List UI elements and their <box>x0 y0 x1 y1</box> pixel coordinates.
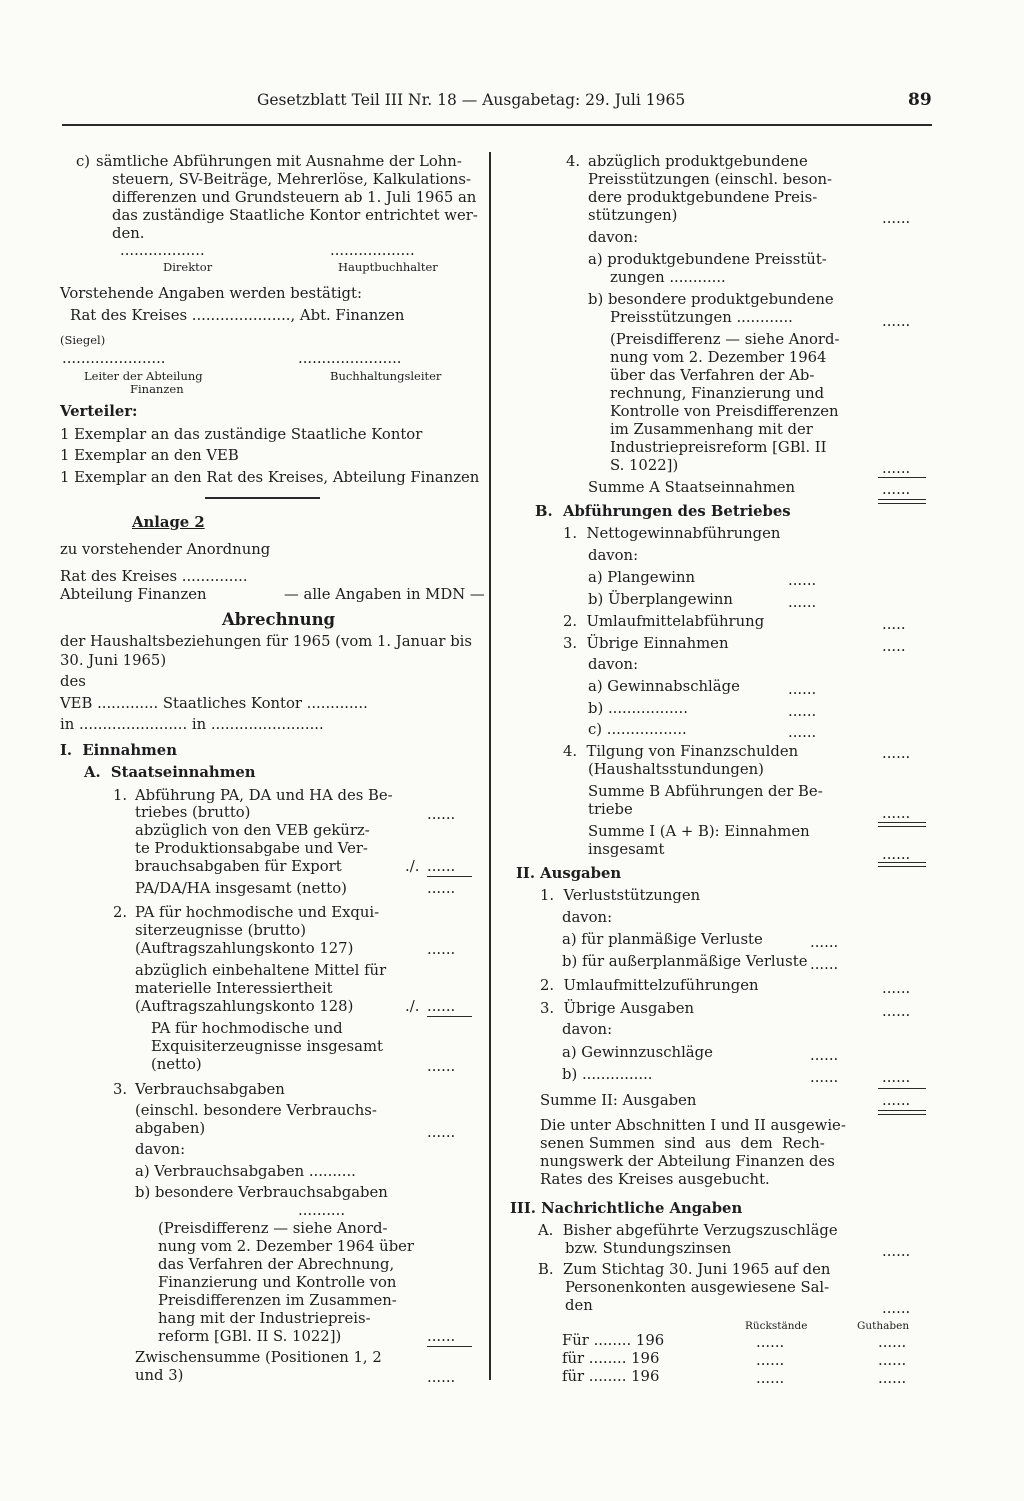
item-text: a) Verbrauchsabgaben .......... <box>135 1163 356 1180</box>
double-rule <box>878 866 926 867</box>
item-c-line: differenzen und Grundsteuern ab 1. Juli 1965 an <box>112 189 477 206</box>
item-text: den <box>565 1297 593 1314</box>
item-text: rechnung, Finanzierung und <box>610 385 825 402</box>
rat-des-kreises-line: Rat des Kreises ....................., Abt. Finanzen <box>70 307 405 324</box>
item-text: und 3) <box>135 1367 184 1384</box>
item-text: abzüglich von den VEB gekürz- <box>135 822 370 839</box>
currency-note: — alle Angaben in MDN — <box>284 586 485 603</box>
amount-placeholder: ...... <box>882 1069 911 1086</box>
item-text: das Verfahren der Abrechnung, <box>158 1256 395 1273</box>
signature-label: Finanzen <box>130 382 184 396</box>
amount-placeholder: ...... <box>810 1047 839 1064</box>
sum-label: Summe I (A + B): Einnahmen <box>588 823 810 840</box>
section-heading-ausgaben: II. Ausgaben <box>516 865 622 882</box>
sum-label: Summe A Staatseinnahmen <box>588 479 796 496</box>
note-text: Die unter Abschnitten I und II ausgewie- <box>540 1117 846 1134</box>
item-text: Kontrolle von Preisdifferenzen <box>610 403 839 420</box>
signature-label: Leiter der Abteilung <box>84 369 203 383</box>
item-text: te Produktionsabgabe und Ver- <box>135 840 368 857</box>
double-rule <box>878 862 926 863</box>
sum-label: Summe B Abführungen der Be- <box>588 783 823 800</box>
item-text: (Auftragszahlungskonto 127) <box>135 940 354 957</box>
item-text: Exquisiterzeugnisse insgesamt <box>151 1038 383 1055</box>
column-header-rueckstaende: Rückstände <box>745 1320 808 1332</box>
item-text: Finanzierung und Kontrolle von <box>158 1274 397 1291</box>
item-text: PA für hochmodische und Exqui- <box>135 904 380 921</box>
item-text: bzw. Stundungszinsen <box>565 1240 732 1257</box>
section-separator <box>205 497 320 499</box>
item-text: dere produktgebundene Preis- <box>588 189 818 206</box>
amount-placeholder: ...... <box>788 594 817 611</box>
item-text: Abführung PA, DA und HA des Be- <box>135 787 393 804</box>
amount-placeholder: ...... <box>427 880 456 897</box>
amount-placeholder: ...... <box>427 858 456 875</box>
amount-placeholder: ...... <box>427 998 456 1015</box>
amount-placeholder: ...... <box>756 1370 785 1387</box>
veb-line: VEB ............. Staatliches Kontor ............. <box>60 695 368 712</box>
amount-placeholder: ...... <box>882 460 911 477</box>
sum-label: insgesamt <box>588 841 665 858</box>
signature-line: .................. <box>120 242 205 259</box>
signature-label: Hauptbuchhalter <box>338 260 438 274</box>
signature-line: .................. <box>330 242 415 259</box>
item-text: zungen ............ <box>610 269 726 286</box>
item-text: abgaben) <box>135 1120 206 1137</box>
item-text: davon: <box>562 909 613 926</box>
confirmation-text: Vorstehende Angaben werden bestätigt: <box>60 285 362 302</box>
amount-placeholder: ...... <box>427 806 456 823</box>
item-text: davon: <box>588 656 639 673</box>
item-text: (Preisdifferenz — siehe Anord- <box>610 331 840 348</box>
item-c-line: den. <box>112 225 145 242</box>
amount-placeholder: ...... <box>882 805 911 822</box>
subsection-heading-staatseinnahmen: A. Staatseinnahmen <box>84 764 256 781</box>
amount-placeholder: ...... <box>882 1092 911 1109</box>
amount-placeholder: ...... <box>810 1069 839 1086</box>
balance-row-label: für ........ 196 <box>562 1368 660 1385</box>
amount-placeholder: ..... <box>882 616 906 633</box>
double-rule <box>878 1114 926 1115</box>
item-text: triebes (brutto) <box>135 804 251 821</box>
item-text: a) Gewinnabschläge <box>588 678 740 695</box>
column-divider <box>489 152 491 1380</box>
amount-placeholder: ...... <box>788 572 817 589</box>
running-title: Gesetzblatt Teil III Nr. 18 — Ausgabetag: 29. Juli 1965 <box>257 91 686 109</box>
settlement-subtitle: 30. Juni 1965) <box>60 652 167 669</box>
rat-line: Rat des Kreises .............. <box>60 568 248 585</box>
amount-placeholder: ...... <box>756 1352 785 1369</box>
annex-title: Anlage 2 <box>132 514 205 531</box>
item-text: b) besondere Verbrauchsabgaben <box>135 1184 388 1201</box>
item-c-line: das zuständige Staatliche Kontor entrichtet wer- <box>112 207 478 224</box>
item-text: nung vom 2. Dezember 1964 über <box>158 1238 414 1255</box>
item-text: a) produktgebundene Preisstüt- <box>588 251 827 268</box>
item-text: davon: <box>588 229 639 246</box>
item-text: brauchsabgaben für Export <box>135 858 342 875</box>
item-text: 3. Übrige Ausgaben <box>540 1000 695 1017</box>
amount-placeholder: ...... <box>882 210 911 227</box>
header-rule <box>62 124 932 126</box>
amount-placeholder: ...... <box>878 1334 907 1351</box>
sum-rule <box>878 1088 926 1089</box>
item-text: 1. Nettogewinnabführungen <box>563 525 781 542</box>
sum-label: triebe <box>588 801 633 818</box>
double-rule <box>878 499 926 500</box>
item-number: 3. <box>113 1081 128 1098</box>
amount-placeholder: ...... <box>788 681 817 698</box>
sum-label: Summe II: Ausgaben <box>540 1092 697 1109</box>
item-text: Industriepreisreform [GBl. II <box>610 439 827 456</box>
amount-placeholder: ...... <box>882 313 911 330</box>
item-text: Verbrauchsabgaben <box>135 1081 285 1098</box>
item-text: abzüglich produktgebundene <box>588 153 808 170</box>
item-text: davon: <box>135 1141 186 1158</box>
sum-rule <box>427 876 472 877</box>
item-text: 3. Übrige Einnahmen <box>563 635 729 652</box>
settlement-subtitle: der Haushaltsbeziehungen für 1965 (vom 1. Januar bis <box>60 633 472 650</box>
item-text: nung vom 2. Dezember 1964 <box>610 349 827 366</box>
column-header-guthaben: Guthaben <box>857 1320 910 1332</box>
item-text: b) für außerplanmäßige Verluste <box>562 953 808 970</box>
item-number: 1. <box>113 787 128 804</box>
amount-placeholder: ...... <box>788 724 817 741</box>
item-text: (Auftragszahlungskonto 128) <box>135 998 354 1015</box>
amount-placeholder: ...... <box>882 1300 911 1317</box>
amount-placeholder: ...... <box>427 1058 456 1075</box>
subsection-heading-abfuehrungen: B. Abführungen des Betriebes <box>535 503 791 520</box>
item-text: a) für planmäßige Verluste <box>562 931 763 948</box>
item-text: b) besondere produktgebundene <box>588 291 834 308</box>
item-c-line: steuern, SV-Beiträge, Mehrerlöse, Kalkulations- <box>112 171 472 188</box>
distribution-item: 1 Exemplar an den VEB <box>60 447 239 464</box>
item-text: davon: <box>562 1021 613 1038</box>
double-rule <box>878 503 926 504</box>
signature-line: ...................... <box>298 350 402 367</box>
item-text: davon: <box>588 547 639 564</box>
item-text: Preisstützungen ............ <box>610 309 793 326</box>
page-number: 89 <box>908 90 932 110</box>
item-text: a) Plangewinn <box>588 569 696 586</box>
item-text: 4. Tilgung von Finanzschulden <box>563 743 799 760</box>
item-text: abzüglich einbehaltene Mittel für <box>135 962 387 979</box>
signature-label: Buchhaltungsleiter <box>330 369 442 383</box>
amount-placeholder: ...... <box>427 941 456 958</box>
item-text: (Preisdifferenz — siehe Anord- <box>158 1220 388 1237</box>
minus-sign: ./. <box>405 858 420 875</box>
signature-line: ...................... <box>62 350 166 367</box>
amount-placeholder: ...... <box>882 1243 911 1260</box>
des-label: des <box>60 673 86 690</box>
sum-rule <box>427 1346 472 1347</box>
item-text: Zwischensumme (Positionen 1, 2 <box>135 1349 382 1366</box>
note-text: Rates des Kreises ausgebucht. <box>540 1171 770 1188</box>
item-text: 1. Verluststützungen <box>540 887 701 904</box>
amount-placeholder: ...... <box>756 1334 785 1351</box>
amount-placeholder: .......... <box>298 1202 346 1219</box>
item-text: reform [GBl. II S. 1022]) <box>158 1328 342 1345</box>
amount-placeholder: ...... <box>878 1352 907 1369</box>
balance-row-label: Für ........ 196 <box>562 1332 665 1349</box>
item-text: stützungen) <box>588 207 678 224</box>
item-text: Personenkonten ausgewiesene Sal- <box>565 1279 830 1296</box>
item-number: 4. <box>566 153 581 170</box>
amount-placeholder: ...... <box>882 481 911 498</box>
item-c-label: c) <box>76 153 91 170</box>
amount-placeholder: ..... <box>882 638 906 655</box>
note-text: senen Summen sind aus dem Rech- <box>540 1135 825 1152</box>
item-text: a) Gewinnzuschläge <box>562 1044 713 1061</box>
item-text: 2. Umlaufmittelabführung <box>563 613 765 630</box>
amount-placeholder: ...... <box>882 1003 911 1020</box>
item-number: 2. <box>113 904 128 921</box>
item-text: S. 1022]) <box>610 457 679 474</box>
in-line: in ....................... in ........................ <box>60 716 324 733</box>
item-text: über das Verfahren der Ab- <box>610 367 815 384</box>
annex-subtitle: zu vorstehender Anordnung <box>60 541 271 558</box>
item-text: (Haushaltsstundungen) <box>588 761 764 778</box>
item-text: b) ............... <box>562 1066 653 1083</box>
note-text: nungswerk der Abteilung Finanzen des <box>540 1153 835 1170</box>
seal-label: (Siegel) <box>60 333 106 347</box>
department-label: Abteilung Finanzen <box>60 586 207 603</box>
section-heading-einnahmen: I. Einnahmen <box>60 742 177 759</box>
section-heading-nachrichtlich: III. Nachrichtliche Angaben <box>510 1200 743 1217</box>
item-text: B. Zum Stichtag 30. Juni 1965 auf den <box>538 1261 831 1278</box>
amount-placeholder: ...... <box>427 1369 456 1386</box>
item-c-line: sämtliche Abführungen mit Ausnahme der Lohn- <box>96 153 462 170</box>
double-rule <box>878 822 926 823</box>
amount-placeholder: ...... <box>878 1370 907 1387</box>
item-text: c) ................. <box>588 721 687 738</box>
minus-sign: ./. <box>405 998 420 1015</box>
double-rule <box>878 826 926 827</box>
amount-placeholder: ...... <box>882 745 911 762</box>
amount-placeholder: ...... <box>788 703 817 720</box>
item-text: PA/DA/HA insgesamt (netto) <box>135 880 347 897</box>
item-text: b) Überplangewinn <box>588 591 733 608</box>
item-text: A. Bisher abgeführte Verzugszuschläge <box>538 1222 838 1239</box>
item-text: siterzeugnisse (brutto) <box>135 922 306 939</box>
item-text: Preisdifferenzen im Zusammen- <box>158 1292 397 1309</box>
amount-placeholder: ...... <box>882 846 911 863</box>
item-text: 2. Umlaufmittelzuführungen <box>540 977 759 994</box>
item-text: hang mit der Industriepreis- <box>158 1310 371 1327</box>
distribution-item: 1 Exemplar an den Rat des Kreises, Abteilung Finanzen <box>60 469 480 486</box>
amount-placeholder: ...... <box>427 1328 456 1345</box>
amount-placeholder: ...... <box>810 934 839 951</box>
signature-label: Direktor <box>163 260 213 274</box>
sum-rule <box>878 477 926 478</box>
sum-rule <box>427 1016 472 1017</box>
distribution-item: 1 Exemplar an das zuständige Staatliche Kontor <box>60 426 423 443</box>
distribution-heading: Verteiler: <box>60 403 138 420</box>
amount-placeholder: ...... <box>427 1124 456 1141</box>
item-text: b) ................. <box>588 700 688 717</box>
item-text: (netto) <box>151 1056 202 1073</box>
amount-placeholder: ...... <box>882 980 911 997</box>
item-text: materielle Interessiertheit <box>135 980 333 997</box>
double-rule <box>878 1110 926 1111</box>
item-text: im Zusammenhang mit der <box>610 421 813 438</box>
balance-row-label: für ........ 196 <box>562 1350 660 1367</box>
item-text: Preisstützungen (einschl. beson- <box>588 171 833 188</box>
amount-placeholder: ...... <box>810 956 839 973</box>
item-text: (einschl. besondere Verbrauchs- <box>135 1102 377 1119</box>
settlement-title: Abrechnung <box>222 610 336 629</box>
item-text: PA für hochmodische und <box>151 1020 343 1037</box>
